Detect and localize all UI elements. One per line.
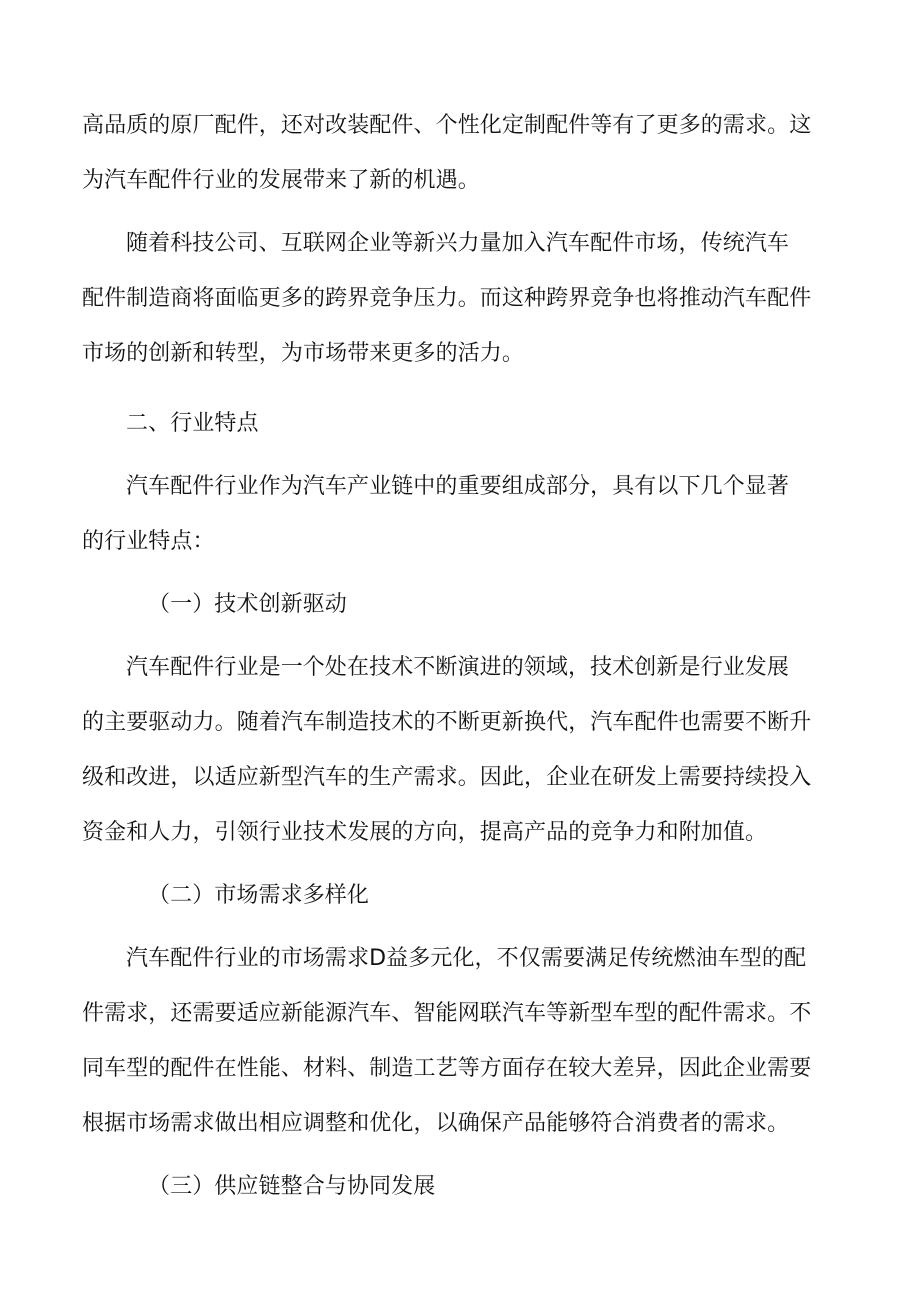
paragraph-line: 同车型的配件在性能、材料、制造工艺等方面存在较大差异，因此企业需要: [82, 1056, 812, 1081]
subsection-heading: （二）市场需求多样化: [148, 883, 370, 908]
paragraph-line: 级和改进，以适应新型汽车的生产需求。因此，企业在研发上需要持续投入: [82, 765, 812, 790]
paragraph-line: 配件制造商将面临更多的跨界竞争压力。而这种跨界竞争也将推动汽车配件: [82, 286, 812, 311]
paragraph-line: 汽车配件行业是一个处在技术不断演进的领域，技术创新是行业发展: [126, 655, 790, 680]
paragraph-line: 件需求，还需要适应新能源汽车、智能网联汽车等新型车型的配件需求。不: [82, 1001, 812, 1026]
subsection-heading: （一）技术创新驱动: [148, 592, 347, 617]
paragraph-line: 随着科技公司、互联网企业等新兴力量加入汽车配件市场，传统汽车: [126, 231, 790, 256]
paragraph-line: 的主要驱动力。随着汽车制造技术的不断更新换代，汽车配件也需要不断升: [82, 710, 812, 735]
paragraph-line: 的行业特点：: [82, 529, 215, 554]
paragraph-line: 汽车配件行业作为汽车产业链中的重要组成部分，具有以下几个显著: [126, 474, 790, 499]
subsection-heading: （三）供应链整合与协同发展: [148, 1174, 436, 1199]
paragraph-line: 资金和人力，引领行业技术发展的方向，提高产品的竞争力和附加值。: [82, 820, 768, 845]
paragraph-line: 高品质的原厂配件，还对改装配件、个性化定制配件等有了更多的需求。这: [82, 113, 812, 138]
paragraph-line: 为汽车配件行业的发展带来了新的机遇。: [82, 168, 480, 193]
paragraph-line: 汽车配件行业的市场需求D益多元化，不仅需要满足传统燃油车型的配: [126, 946, 807, 971]
paragraph-line: 根据市场需求做出相应调整和优化，以确保产品能够符合消费者的需求。: [82, 1111, 790, 1136]
paragraph-line: 市场的创新和转型，为市场带来更多的活力。: [82, 341, 525, 366]
section-heading: 二、行业特点: [126, 411, 259, 436]
